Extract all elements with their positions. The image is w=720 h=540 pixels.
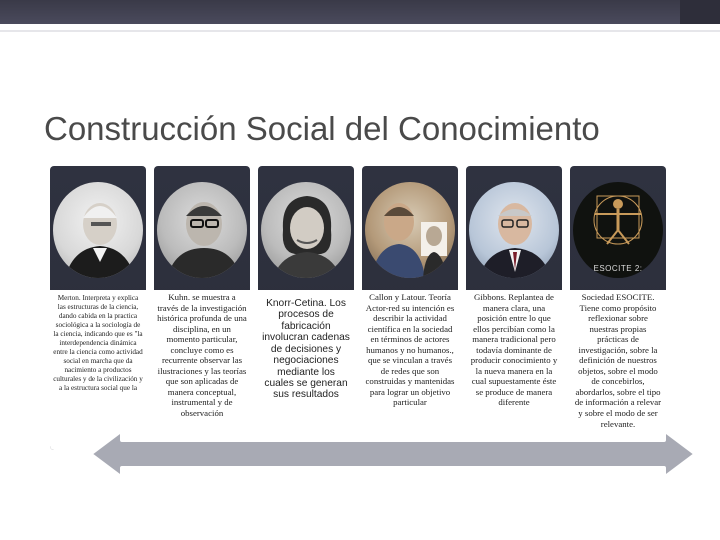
esocite-photo: [573, 182, 663, 278]
callon-latour-photo: [365, 182, 455, 278]
slide-title: Construcción Social del Conocimiento: [44, 110, 600, 147]
esocite-column: [570, 166, 666, 450]
top-bar-accent: [680, 0, 720, 24]
top-bar: [0, 0, 720, 24]
gibbons-photo: [469, 182, 559, 278]
knorr-cetina-photo: [261, 182, 351, 278]
knorr-cetina-column: [258, 166, 354, 450]
esocite-photo-caption: ESOCITE 2:: [593, 264, 643, 273]
header-rule: [0, 30, 720, 32]
kuhn-description: Kuhn. se muestra a través de la investigación histórica profunda de una disciplina, en un momento particular, concluye como es recurrente observar las ilustraciones y las teorías que son aplicadas de manera conceptual, instrumental y de observación: [157, 292, 247, 419]
callon-latour-portrait-image: [365, 182, 455, 278]
knorr-cetina-description: Knorr-Cetina. Los procesos de fabricación involucran cadenas de decisiones y negociaciones mediante los cuales se generan sus resultados: [262, 298, 350, 401]
callon-latour-description: Callon y Latour. Teoría Actor-red su intención es describir la actividad científica en la sociedad en términos de actores humanos y no humanos., que se vinculan a través de redes que son construidas y mantenidas para lograr un objetivo particular: [365, 292, 455, 408]
kuhn-portrait-image: [157, 182, 247, 278]
merton-description: Merton. Interpreta y explica las estructuras de la ciencia, dando cabida en la practica sociológica a la sociología de la ciencia, indicando que es "la interdependencia dinámica entre la ciencia como actividad social en marcha que da nacimiento a productos culturales y de la civilización y a la estructura social que la: [53, 294, 143, 392]
kuhn-photo: [157, 182, 247, 278]
gibbons-column: [466, 166, 562, 450]
gibbons-description: Gibbons. Replantea de manera clara, una posición entre lo que ellos percibían como la manera tradicional pero todavía dominante de producir conocimiento y la nueva manera en la cual supuestamente éste se produce de manera diferente: [470, 292, 558, 408]
double-arrow-shape: [88, 426, 698, 482]
gibbons-portrait-image: [469, 182, 559, 278]
knorr-cetina-portrait-image: [261, 182, 351, 278]
kuhn-column: [154, 166, 250, 450]
merton-photo: [53, 182, 143, 278]
esocite-description: Sociedad ESOCITE. Tiene como propósito reflexionar sobre nuestras propias prácticas de investigación, sobre la definición de nuestros objetos, sobre el modo de concebirlos, abordarlos, sobre el tipo de información a relevar y sobre el modo de ser relevante.: [574, 292, 662, 429]
merton-portrait-image: [53, 182, 143, 278]
merton-column: [50, 166, 146, 450]
callon-latour-column: [362, 166, 458, 450]
